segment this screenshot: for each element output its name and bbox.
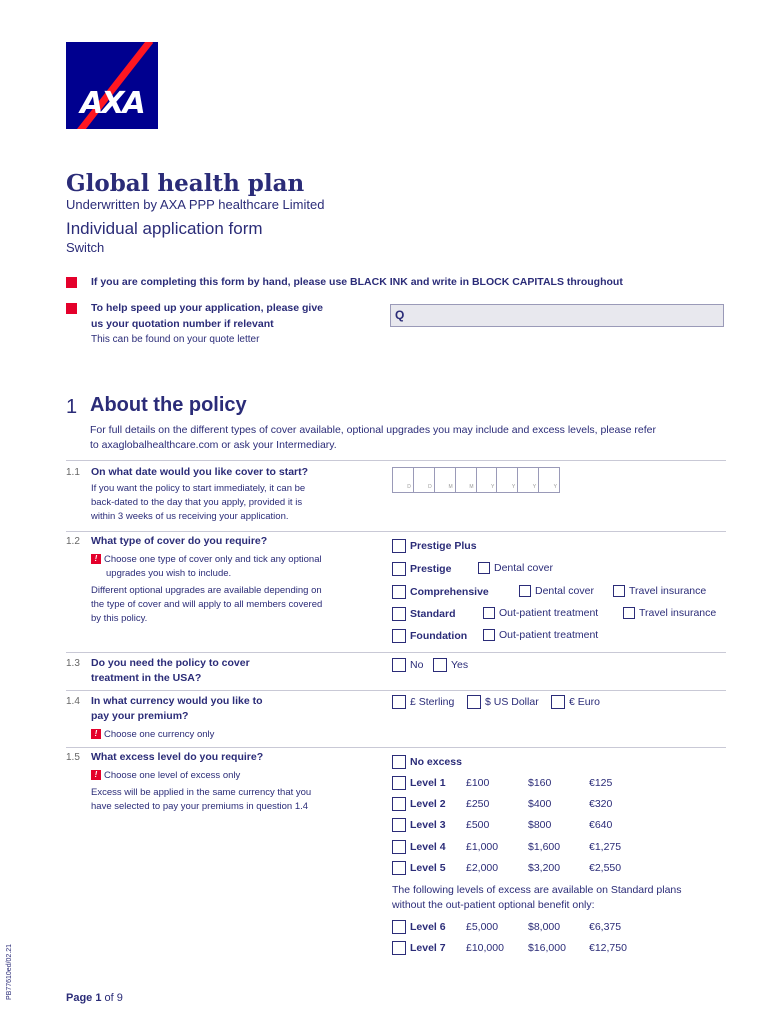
cover-prestige[interactable] — [392, 562, 451, 576]
date-cell[interactable] — [539, 468, 559, 492]
checkbox[interactable] — [433, 658, 447, 672]
excess-usd: $160 — [528, 777, 552, 789]
checkbox[interactable] — [551, 695, 565, 709]
excess-eur: €12,750 — [589, 942, 627, 954]
question-text-line: Do you need the policy to cover — [91, 657, 250, 669]
option-label: Prestige — [410, 563, 452, 575]
warning-icon: ! — [91, 554, 101, 564]
warning-text: Choose one type of cover only and tick any optional — [104, 554, 322, 565]
foundation-outpatient-option[interactable] — [483, 629, 598, 641]
comprehensive-dental-option[interactable] — [519, 585, 594, 597]
option-label: Travel insurance — [639, 607, 717, 619]
excess-usd: $800 — [528, 819, 552, 831]
date-cell-hint: Y — [532, 484, 537, 490]
question-number: 1.2 — [66, 536, 80, 547]
option-label: No excess — [410, 756, 462, 768]
excess-gbp: £2,000 — [466, 862, 499, 874]
divider — [66, 531, 726, 532]
warning-text: Choose one level of excess only — [104, 770, 241, 781]
standard-excess-note — [392, 883, 682, 913]
option-label: Level 6 — [410, 921, 446, 933]
checkbox[interactable] — [483, 629, 495, 641]
option-label: Level 5 — [410, 862, 446, 874]
option-label: Dental cover — [494, 562, 553, 574]
excess-usd: $3,200 — [528, 862, 561, 874]
bullet-icon — [66, 277, 77, 288]
option-label: € Euro — [569, 696, 600, 708]
axa-logo — [66, 42, 158, 129]
excess-gbp: £500 — [466, 819, 490, 831]
logo-text: AXA — [80, 86, 144, 121]
help-line: within 3 weeks of us receiving your application. — [91, 511, 289, 522]
excess-eur: €320 — [589, 798, 613, 810]
ink-instruction: If you are completing this form by hand, please use BLACK INK and write in BLOCK CAPITALS throughout — [91, 276, 623, 288]
excess-level-4-option[interactable] — [392, 840, 446, 854]
page-number-total: of 9 — [101, 992, 123, 1004]
warning-text: upgrades you wish to include. — [106, 568, 232, 579]
divider — [66, 460, 726, 461]
question-text — [91, 656, 250, 686]
option-label: Out-patient treatment — [499, 629, 599, 641]
standard-outpatient-option[interactable] — [483, 607, 598, 619]
question-text: What type of cover do you require? — [91, 535, 268, 547]
excess-gbp: £10,000 — [466, 942, 504, 954]
checkbox[interactable] — [392, 840, 406, 854]
question-text: On what date would you like cover to start? — [91, 466, 309, 478]
date-cell[interactable] — [456, 468, 477, 492]
question-help — [91, 786, 311, 814]
checkbox[interactable] — [392, 776, 406, 790]
page-number — [66, 992, 123, 1004]
checkbox[interactable] — [392, 607, 406, 621]
question-number: 1.1 — [66, 467, 80, 478]
excess-none-option[interactable] — [392, 755, 462, 769]
note-line: without the out-patient optional benefit only: — [392, 899, 595, 911]
date-cell[interactable] — [477, 468, 498, 492]
section-intro-line1: For full details on the different types of cover available, optional upgrades you may include and excess levels, please refer — [90, 424, 656, 436]
question-warning — [91, 769, 240, 783]
help-line: Different optional upgrades are available depending on — [91, 585, 322, 596]
question-warning — [91, 728, 214, 742]
date-cell-hint: M — [469, 484, 474, 490]
warning-icon: ! — [91, 770, 101, 780]
warning-text: Choose one currency only — [104, 729, 215, 740]
checkbox[interactable] — [613, 585, 625, 597]
form-type: Switch — [66, 240, 105, 255]
quote-instruction-line1: To help speed up your application, please give — [91, 302, 324, 314]
help-line: by this policy. — [91, 613, 148, 624]
checkbox[interactable] — [392, 562, 406, 576]
excess-usd: $1,600 — [528, 841, 561, 853]
excess-level-7-option[interactable] — [392, 941, 446, 955]
option-label: Level 4 — [410, 841, 446, 853]
excess-eur: €1,275 — [589, 841, 622, 853]
option-label: Level 3 — [410, 819, 446, 831]
cover-comprehensive[interactable] — [392, 585, 489, 599]
question-text-line: In what currency would you like to — [91, 695, 263, 707]
date-cell[interactable] — [393, 468, 414, 492]
excess-gbp: £1,000 — [466, 841, 499, 853]
help-line: have selected to pay your premiums in question 1.4 — [91, 801, 309, 812]
date-cell-hint: Y — [491, 484, 495, 490]
section-intro — [90, 423, 720, 453]
checkbox[interactable] — [392, 941, 406, 955]
quote-help: This can be found on your quote letter — [91, 334, 260, 345]
option-label: Travel insurance — [629, 585, 707, 597]
help-line: the type of cover and will apply to all members covered — [91, 599, 323, 610]
date-cell-hint: M — [448, 484, 453, 490]
date-cell[interactable] — [497, 468, 518, 492]
option-label: Level 1 — [410, 777, 446, 789]
checkbox[interactable] — [392, 695, 406, 709]
option-label: Comprehensive — [410, 586, 489, 598]
excess-level-6-option[interactable] — [392, 920, 446, 934]
date-cell-hint: Y — [553, 484, 557, 490]
checkbox[interactable] — [392, 755, 406, 769]
option-label: Prestige Plus — [410, 540, 477, 552]
note-line: The following levels of excess are available on Standard plans — [392, 884, 682, 896]
excess-eur: €125 — [589, 777, 613, 789]
currency-usd-option[interactable] — [467, 695, 539, 709]
excess-level-3-option[interactable] — [392, 818, 446, 832]
checkbox[interactable] — [478, 562, 490, 574]
start-date-field[interactable] — [392, 467, 560, 493]
help-line: back-dated to the day that you apply, provided it is — [91, 497, 303, 508]
checkbox[interactable] — [483, 607, 495, 619]
date-cell[interactable] — [414, 468, 435, 492]
cover-standard[interactable] — [392, 607, 456, 621]
checkbox[interactable] — [392, 797, 406, 811]
divider — [66, 747, 726, 748]
option-label: Level 2 — [410, 798, 446, 810]
option-label: $ US Dollar — [485, 696, 539, 708]
excess-eur: €640 — [589, 819, 613, 831]
prestige-dental-option[interactable] — [478, 562, 553, 574]
excess-eur: €6,375 — [589, 921, 622, 933]
option-label: Yes — [451, 659, 469, 671]
question-number: 1.3 — [66, 658, 80, 669]
bullet-icon — [66, 303, 77, 314]
date-cell[interactable] — [435, 468, 456, 492]
quote-instruction-line2: us your quotation number if relevant — [91, 318, 274, 330]
checkbox[interactable] — [392, 920, 406, 934]
date-cell[interactable] — [518, 468, 539, 492]
question-warning — [91, 553, 322, 581]
option-label: Level 7 — [410, 942, 446, 954]
excess-gbp: £5,000 — [466, 921, 499, 933]
document-reference: PB77610ed/02.21 — [6, 943, 13, 1000]
quote-prefix: Q — [395, 308, 405, 322]
question-text — [91, 694, 263, 724]
page-subtitle: Underwritten by AXA PPP healthcare Limited — [66, 197, 325, 212]
excess-usd: $400 — [528, 798, 552, 810]
question-text: What excess level do you require? — [91, 751, 264, 763]
currency-euro-option[interactable] — [551, 695, 600, 709]
checkbox[interactable] — [392, 861, 406, 875]
question-text-line: treatment in the USA? — [91, 672, 202, 684]
option-label: Standard — [410, 608, 456, 620]
checkbox[interactable] — [623, 607, 635, 619]
excess-usd: $8,000 — [528, 921, 561, 933]
checkbox[interactable] — [519, 585, 531, 597]
checkbox[interactable] — [467, 695, 481, 709]
excess-level-5-option[interactable] — [392, 861, 446, 875]
question-help — [91, 584, 322, 626]
date-cell-hint: D — [428, 484, 432, 490]
help-line: If you want the policy to start immediately, it can be — [91, 483, 306, 494]
cover-prestige-plus[interactable] — [392, 539, 477, 553]
section-intro-line2: to axaglobalhealthcare.com or ask your Intermediary. — [90, 439, 337, 451]
section-title: About the policy — [90, 394, 247, 416]
option-label: Out-patient treatment — [499, 607, 599, 619]
form-title: Individual application form — [66, 219, 263, 238]
option-label: Foundation — [410, 630, 468, 642]
currency-sterling-option[interactable] — [392, 695, 454, 709]
excess-usd: $16,000 — [528, 942, 566, 954]
checkbox[interactable] — [392, 585, 406, 599]
date-cell-hint: Y — [511, 484, 516, 490]
checkbox[interactable] — [392, 539, 406, 553]
standard-travel-option[interactable] — [623, 607, 716, 619]
comprehensive-travel-option[interactable] — [613, 585, 706, 597]
excess-level-2-option[interactable] — [392, 797, 446, 811]
checkbox[interactable] — [392, 818, 406, 832]
date-cell-hint: D — [407, 484, 411, 490]
checkbox[interactable] — [392, 658, 406, 672]
divider — [66, 652, 726, 653]
divider — [66, 690, 726, 691]
excess-gbp: £250 — [466, 798, 490, 810]
cover-foundation[interactable] — [392, 629, 467, 643]
excess-gbp: £100 — [466, 777, 490, 789]
excess-eur: €2,550 — [589, 862, 622, 874]
question-number: 1.5 — [66, 752, 80, 763]
option-label: No — [410, 659, 424, 671]
page-title: Global health plan — [66, 170, 305, 197]
page-number-current: Page 1 — [66, 992, 102, 1004]
option-label: Dental cover — [535, 585, 594, 597]
quote-number-field[interactable] — [390, 304, 724, 327]
checkbox[interactable] — [392, 629, 406, 643]
excess-level-1-option[interactable] — [392, 776, 446, 790]
help-line: Excess will be applied in the same currency that you — [91, 787, 312, 798]
section-number: 1 — [66, 396, 78, 418]
usa-no-option[interactable] — [392, 658, 423, 672]
warning-icon: ! — [91, 729, 101, 739]
option-label: £ Sterling — [410, 696, 455, 708]
question-text-line: pay your premium? — [91, 710, 189, 722]
question-help — [91, 482, 305, 524]
usa-yes-option[interactable] — [433, 658, 468, 672]
question-number: 1.4 — [66, 696, 80, 707]
